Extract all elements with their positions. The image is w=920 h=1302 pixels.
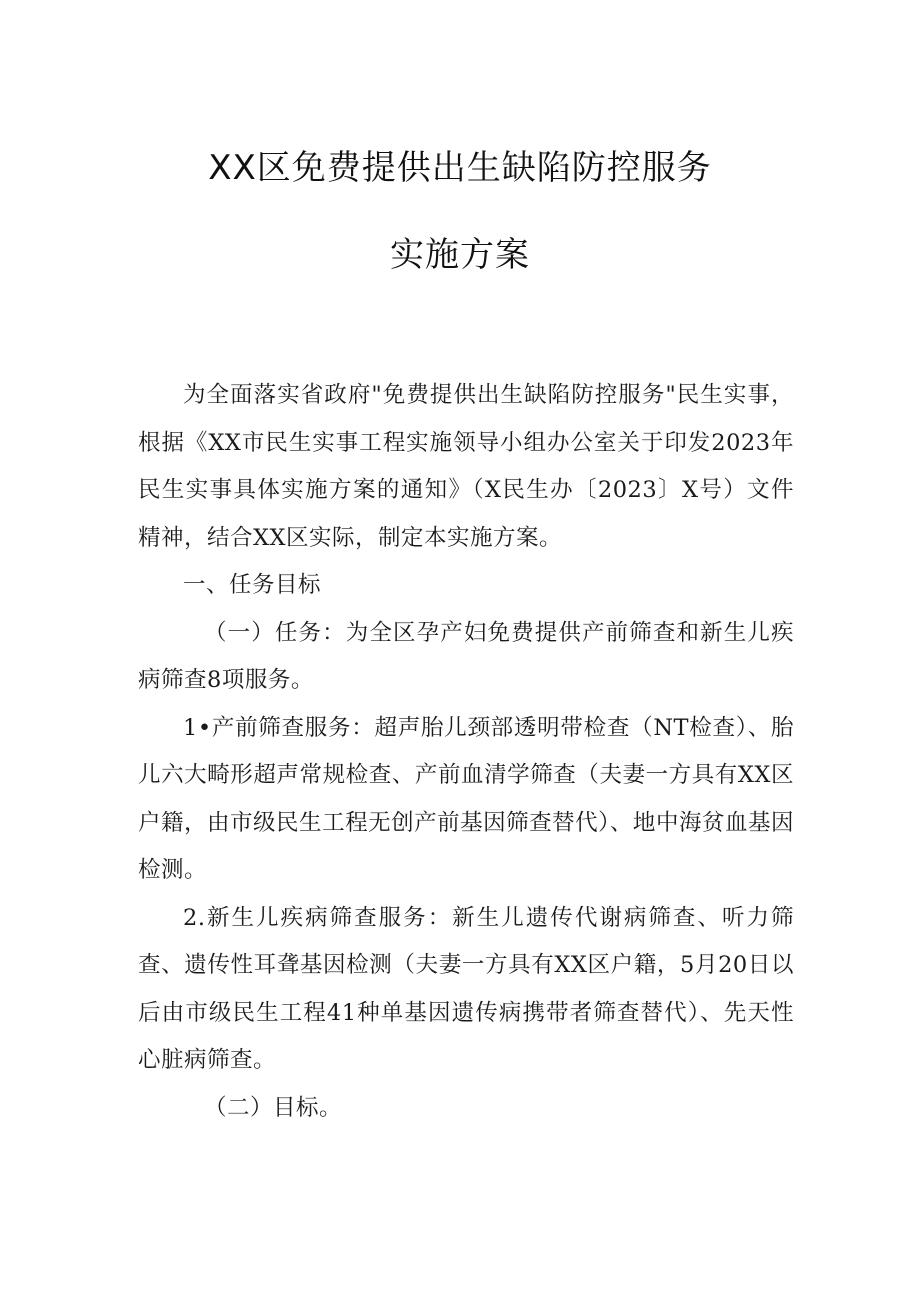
- task-paragraph: （一）任务：为全区孕产妇免费提供产前筛查和新生儿疾病筛查8项服务。: [138, 619, 794, 693]
- newborn-screening-paragraph: 2.新生儿疾病筛查服务：新生儿遗传代谢病筛查、听力筛查、遗传性耳聋基因检测（夫妻一方具有XX区户籍，5月20日以后由市级民生工程41种单基因遗传病携带者筛查替代）、先天性心脏病筛查。: [138, 904, 794, 1073]
- document-body: [138, 372, 794, 1132]
- goal-heading: （二）目标。: [204, 1094, 343, 1121]
- prenatal-screening-paragraph: 1•产前筛查服务：超声胎儿颈部透明带检查（NT检查）、胎儿六大畸形超声常规检查、产前血清学筛查（夫妻一方具有XX区户籍，由市级民生工程无创产前基因筛查替代）、地中海贫血基因检测。: [138, 714, 794, 883]
- intro-paragraph: 为全面落实省政府"免费提供出生缺陷防控服务"民生实事，根据《XX市民生实事工程实施领导小组办公室关于印发2023年民生实事具体实施方案的通知》（X民生办〔2023〕X号）文件精神，结合XX区实际，制定本实施方案。: [138, 382, 794, 551]
- document-title-line-1: XX区免费提供出生缺陷防控服务: [208, 148, 712, 188]
- section-heading-task-goals: 一、任务目标: [183, 572, 322, 598]
- document-title-line-2: 实施方案: [390, 235, 530, 275]
